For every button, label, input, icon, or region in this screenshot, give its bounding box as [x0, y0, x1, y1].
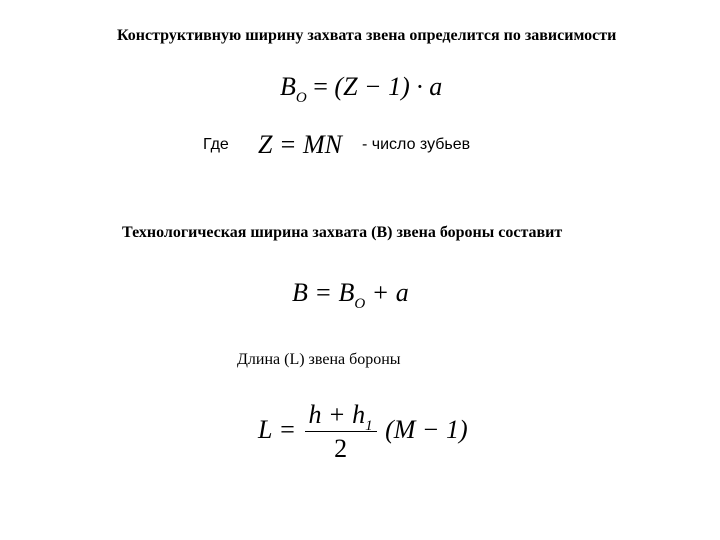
formula-plus-a: + a	[371, 278, 409, 307]
technological-width-heading: Технологическая ширина захвата (В) звена бороны составит	[122, 224, 563, 241]
constructive-width-heading: Конструктивную ширину захвата звена определится по зависимости	[117, 27, 617, 44]
teeth-count-note: - число зубьев	[362, 136, 471, 153]
formula-l-lhs: L =	[258, 414, 297, 444]
formula-b-lhs: B =	[292, 278, 332, 307]
where-label: Где	[203, 136, 229, 153]
constructive-width-formula	[280, 72, 443, 106]
formula-equals: =	[313, 72, 328, 101]
formula-b-symbol: B	[280, 72, 296, 101]
numerator-text: h + h	[308, 400, 366, 429]
length-heading: Длина (L) звена бороны	[237, 351, 401, 368]
formula-bo-symbol: B	[338, 278, 355, 307]
length-formula	[258, 402, 468, 462]
fraction-numerator	[305, 400, 377, 434]
formula-rhs: (Z − 1) · a	[334, 72, 443, 101]
technological-width-formula	[292, 278, 409, 312]
teeth-count-formula	[258, 132, 342, 158]
formula-b-subscript: O	[295, 90, 307, 106]
length-fraction	[305, 402, 377, 462]
numerator-subscript: 1	[365, 418, 373, 434]
teeth-count-expression: Z = MN	[258, 130, 343, 159]
formula-m-minus-1: (M − 1)	[385, 414, 468, 444]
formula-bo-subscript: O	[354, 296, 366, 312]
fraction-denominator: 2	[334, 434, 348, 463]
